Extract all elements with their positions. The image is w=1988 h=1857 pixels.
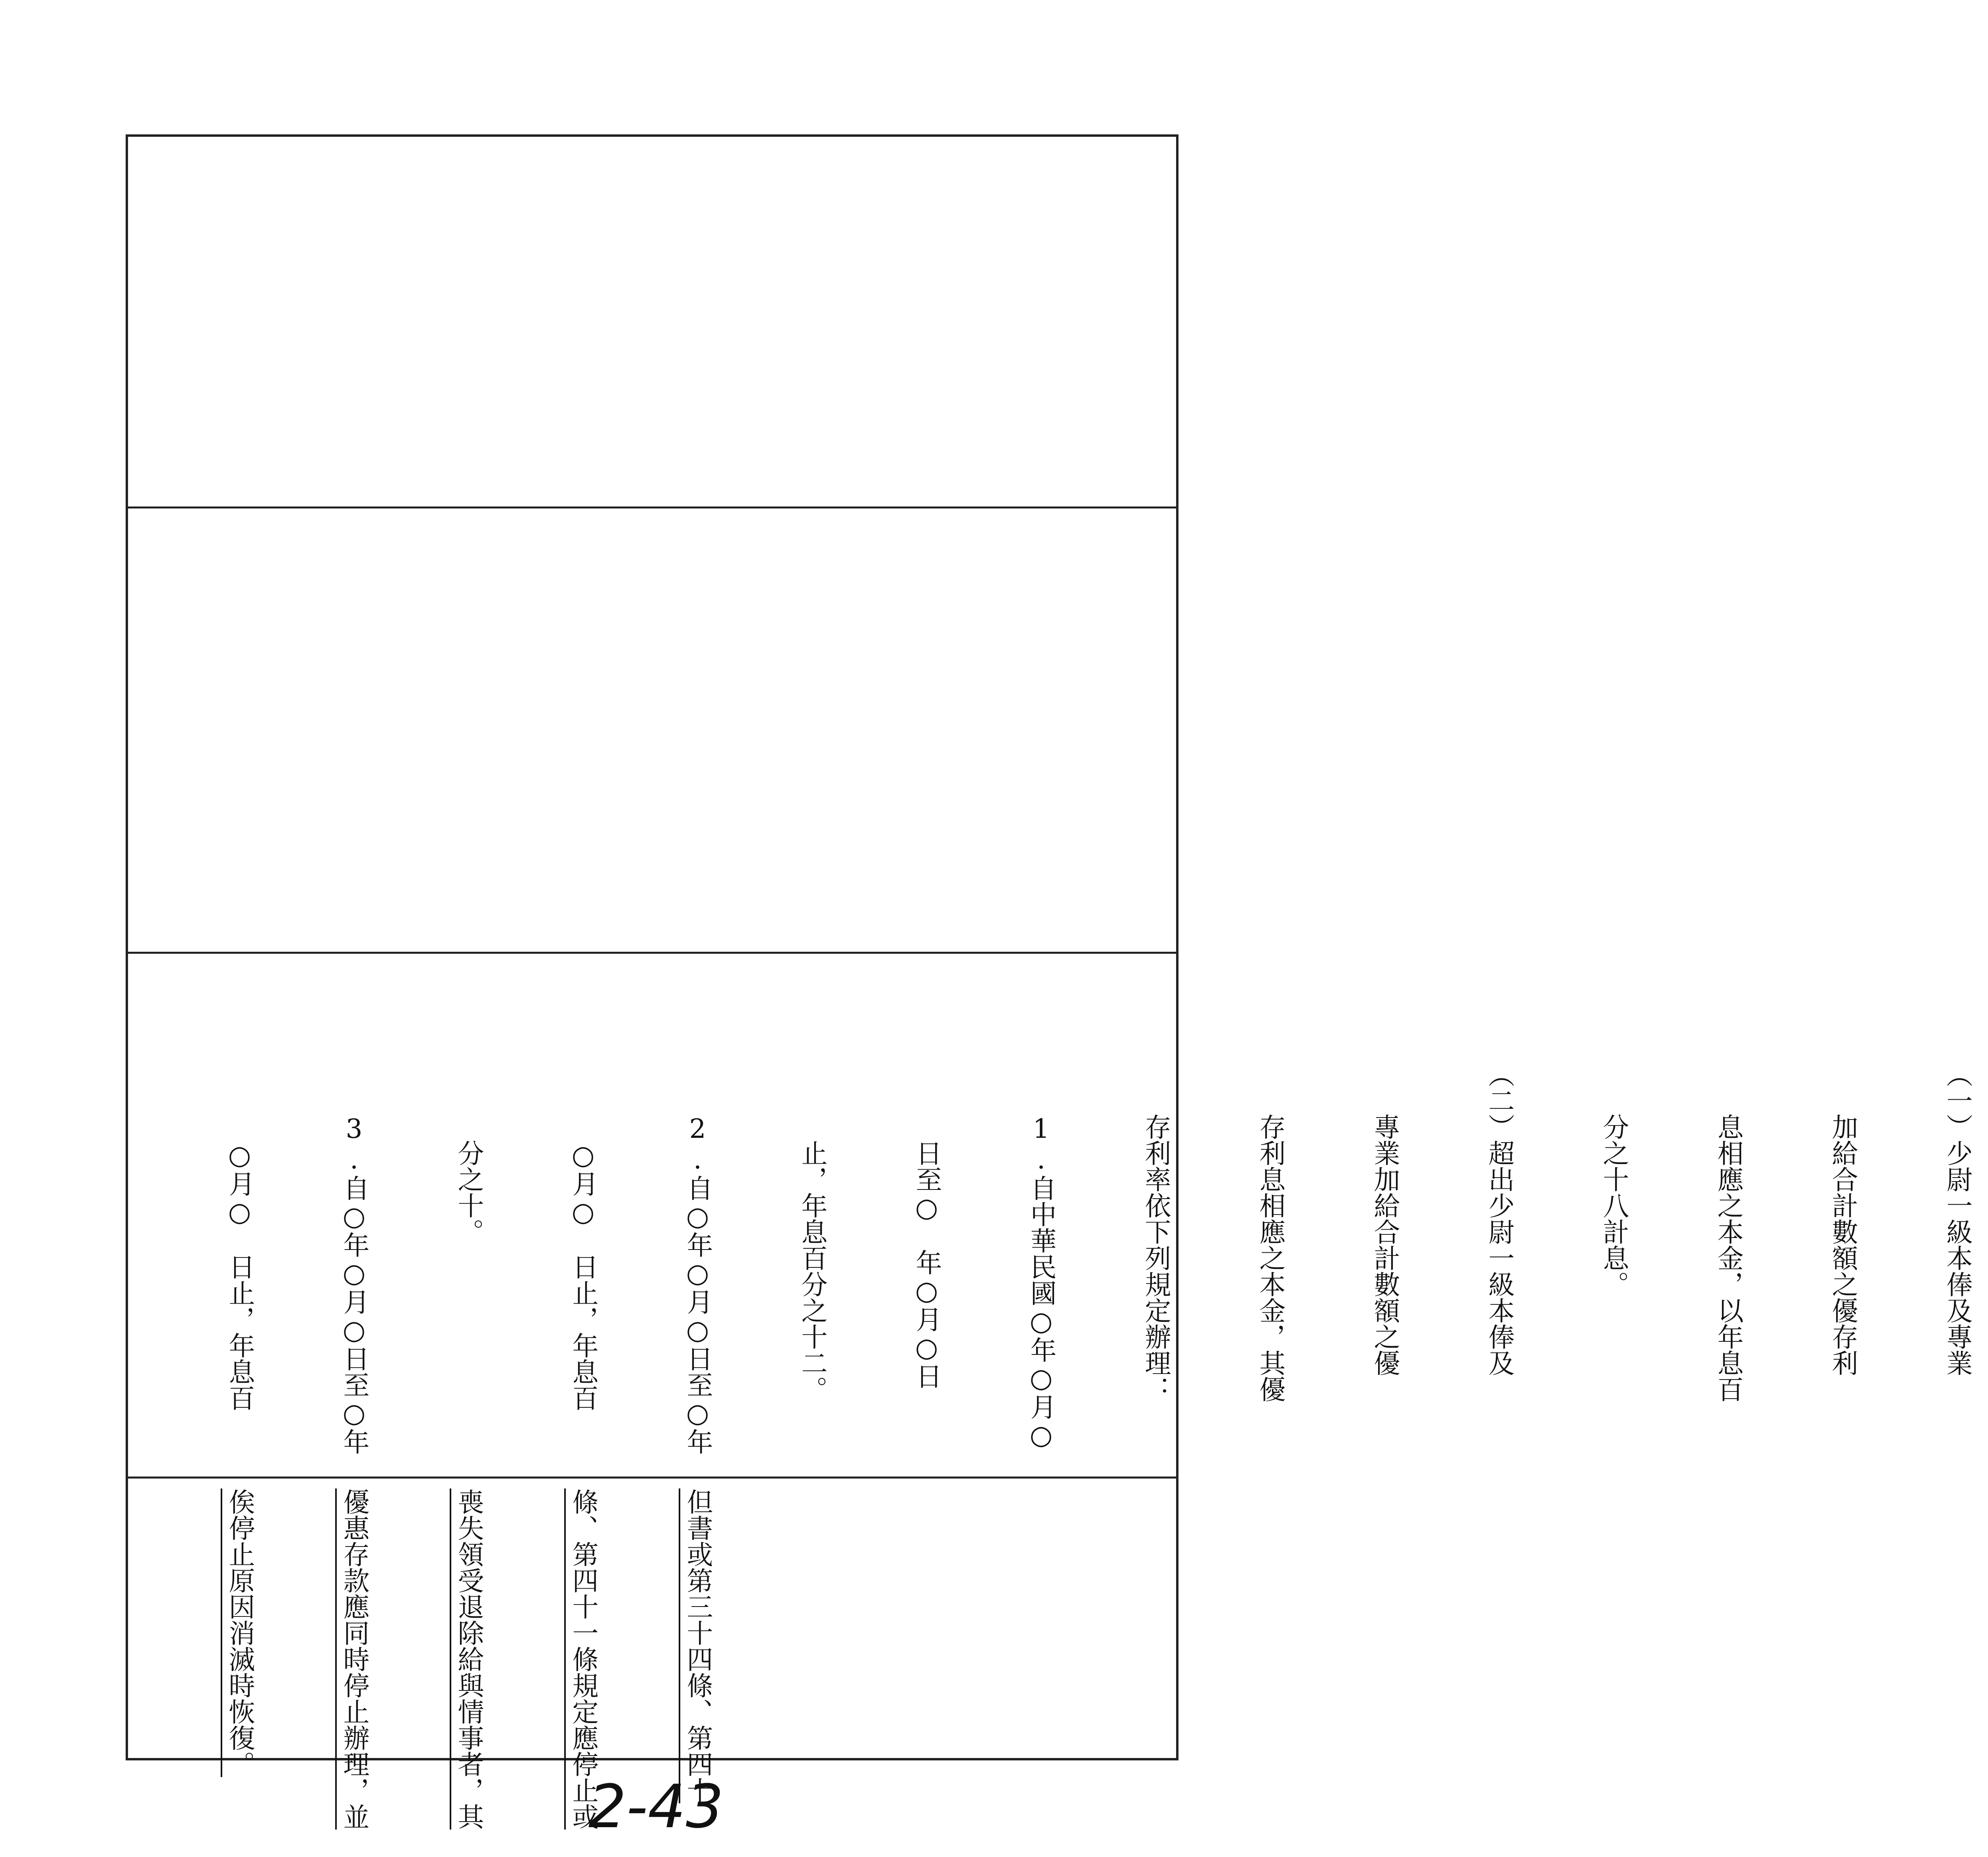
current-line: 息相應之本金，以年息百	[1713, 1061, 1743, 1402]
table-divider-bottom	[128, 1477, 1176, 1479]
table-divider-top	[128, 506, 1176, 508]
amended-line: 但書或第三十四條、第四十	[682, 1488, 713, 1803]
current-line: （一）少尉一級本俸及專業	[1942, 1061, 1972, 1376]
current-line: 止，年息百分之十二。	[797, 1061, 827, 1402]
current-line: 1.自中華民國○年○月○	[1026, 1061, 1056, 1450]
current-line: 分之十八計息。	[1598, 1061, 1629, 1297]
page-number: 2-43	[588, 1772, 724, 1841]
current-line: 日至○ 年○月○日	[911, 1061, 942, 1389]
current-line: ○月○ 日止，年息百	[224, 1061, 255, 1411]
current-line: 存利率依下列規定辦理：	[1140, 1061, 1171, 1402]
amended-line: 優惠存款應同時停止辦理，並	[339, 1488, 369, 1830]
amended-line: 條、第四十一條規定應停止或	[568, 1488, 598, 1830]
current-line: （二）超出少尉一級本俸及	[1484, 1061, 1514, 1376]
current-line: 3.自○年○月○日至○年	[339, 1061, 369, 1455]
current-line: 分之十。	[453, 1061, 484, 1245]
current-line: 加給合計數額之優存利	[1827, 1061, 1858, 1376]
current-line: ○月○ 日止，年息百	[568, 1061, 598, 1411]
current-line: 2.自○年○月○日至○年	[682, 1061, 713, 1455]
current-line: 存利息相應之本金，其優	[1255, 1061, 1285, 1402]
amended-line: 喪失領受退除給與情事者，其	[453, 1488, 484, 1830]
current-line: 專業加給合計數額之優	[1369, 1061, 1400, 1376]
current-text-column	[144, 1061, 1988, 1461]
table-divider-middle	[128, 952, 1176, 954]
amended-line: 俟停止原因消滅時恢復。	[224, 1488, 255, 1777]
